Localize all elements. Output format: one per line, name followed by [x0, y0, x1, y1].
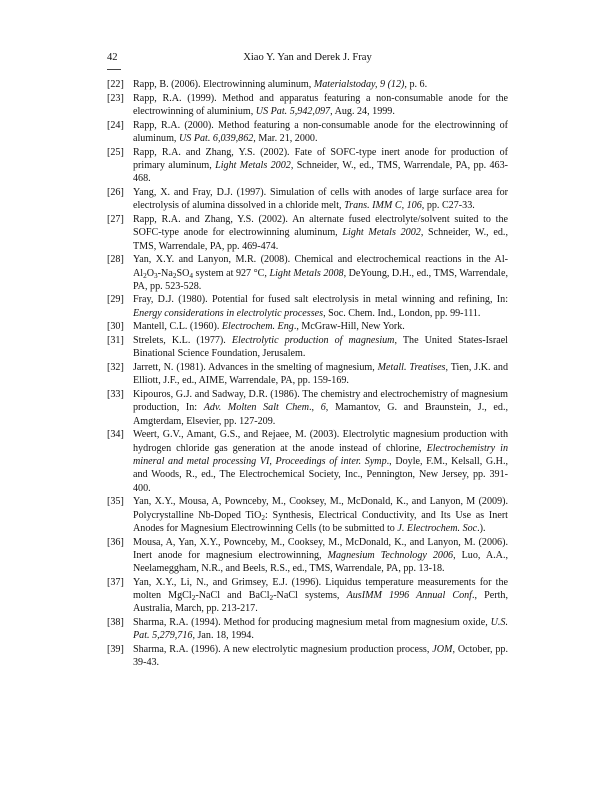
reference-number: [25]	[107, 146, 124, 158]
header-rule	[107, 69, 121, 70]
page-number: 42	[107, 52, 118, 63]
reference-italic-text: US Pat. 6,039,862	[178, 132, 254, 144]
reference-number: [38]	[107, 617, 124, 629]
reference-text-run: ., Perth, Australia, March, pp. 213-217.	[133, 590, 508, 615]
subscript: 4	[189, 271, 193, 280]
reference-text-run: Mousa, A, Yan, X.Y., Pownceby, M., Cooksey, M., McDonald, K., and Lanyon, M. (2006). Inert anode for magnesium electrowinning,	[133, 536, 508, 561]
reference-italic-text: Metall. Treatises	[377, 362, 446, 374]
reference-item	[107, 92, 508, 119]
reference-number: [33]	[107, 389, 124, 401]
reference-text-run: , Soc. Chem. Ind., London, pp. 99-111.	[323, 307, 481, 319]
reference-italic-text: Materialstoday, 9 (12)	[313, 79, 405, 90]
reference-text-run: , The United States-Israel Binational Science Foundation, Jerusalem.	[133, 335, 508, 360]
reference-text	[133, 253, 508, 293]
reference-text-run: Yan, X.Y. and Lanyon, M.R. (2008). Chemical and electrochemical reactions in the Al-Al	[133, 254, 508, 279]
reference-text	[133, 428, 508, 494]
reference-item	[107, 334, 508, 361]
reference-text-run: , October, pp. 39-43.	[133, 644, 508, 669]
reference-text	[133, 388, 508, 428]
reference-item	[107, 616, 508, 643]
reference-text-run: SO	[176, 267, 190, 279]
reference-text-run: Jarrett, N. (1981). Advances in the smelting of magnesium,	[133, 362, 378, 374]
reference-text-run: , Mamantov, G. and Braunstein, J., ed., Amgterdam, Elsevier, pp. 127-209.	[133, 402, 508, 427]
reference-text-run: ., McGraw-Hill, New York.	[293, 321, 405, 333]
reference-text	[133, 186, 508, 213]
reference-text-run: , Mar. 21, 2000.	[253, 132, 318, 144]
reference-italic-text: Light Metals 2008	[269, 267, 344, 279]
reference-text	[133, 293, 508, 320]
reference-item	[107, 536, 508, 576]
reference-number: [23]	[107, 92, 124, 104]
reference-italic-text: Electrochemistry in mineral and metal processing VI, Proceedings of inter. Symp	[133, 442, 509, 467]
reference-item	[107, 119, 508, 146]
reference-italic-text: Adv. Molten Salt Chem	[203, 402, 310, 414]
reference-italic-text: Trans. IMM C, 106	[344, 200, 422, 212]
reference-italic-text: Light Metals 2002	[215, 159, 291, 171]
reference-text	[133, 119, 508, 146]
reference-number: [28]	[107, 254, 124, 266]
reference-text-run: Rapp, B. (2006). Electrowinning aluminum,	[133, 79, 314, 90]
subscript: 2	[172, 271, 177, 280]
reference-item	[107, 361, 508, 388]
reference-italic-text: JOM	[432, 644, 453, 656]
subscript: 2	[143, 271, 147, 280]
reference-item	[107, 186, 508, 213]
reference-item	[107, 78, 508, 91]
reference-text-run: ., Doyle, F.M., Kelsall, G.H., and Woods, R., ed., The Electrochemical Society, Inc., Pennington, New Jersey, pp. 391-400.	[133, 456, 508, 494]
reference-text-run: .).	[477, 522, 486, 534]
reference-text-run: Yan, X.Y., Mousa, A, Pownceby, M., Cooksey, M., McDonald, K., and Lanyon, M (2009). Polycrystalline Nb-Doped TiO	[133, 496, 508, 521]
reference-text-run: , Tien, J.K. and Elliott, J.F., ed., AIME, Warrendale, PA, pp. 159-169.	[133, 362, 508, 387]
reference-text-run: Kipouros, G.J. and Sadway, D.R. (1986). The chemistry and electrochemistry of magnesium production, In:	[133, 389, 508, 414]
reference-item	[107, 293, 508, 320]
reference-number: [30]	[107, 321, 124, 333]
reference-item	[107, 253, 508, 293]
reference-text-run: -NaCl and BaCl	[195, 590, 270, 602]
reference-text-run: -NaCl systems,	[273, 590, 347, 602]
reference-number: [32]	[107, 362, 124, 374]
reference-number: [31]	[107, 335, 124, 347]
reference-text	[133, 536, 508, 576]
reference-text-run: , Schneider, W., ed., TMS, Warrendale, PA, pp. 463-468.	[133, 159, 508, 185]
subscript: 2	[261, 513, 265, 522]
reference-text	[133, 616, 508, 643]
reference-text-run: : Synthesis, Electrical Conductivity, and Its Use as Inert Anodes for Magnesium Electrowinning Cells (to be submitted to	[133, 509, 508, 534]
reference-text-run: Yan, X.Y., Li, N., and Grimsey, E.J. (1996). Liquidus temperature measurements for the molten MgCl	[133, 576, 508, 602]
reference-text	[133, 361, 508, 388]
reference-text	[133, 320, 508, 333]
reference-text-run: Sharma, R.A. (1996). A new electrolytic magnesium production process,	[133, 644, 433, 656]
reference-item	[107, 213, 508, 253]
reference-text-run: Sharma, R.A. (1994). Method for producing magnesium metal from magnesium oxide,	[133, 617, 491, 629]
reference-text-run: Mantell, C.L. (1960).	[133, 321, 222, 333]
reference-italic-text: Light Metals 2002	[342, 227, 421, 239]
reference-number: [34]	[107, 429, 124, 441]
reference-text-run: system at 927 °C,	[193, 267, 270, 279]
reference-number: [36]	[107, 536, 124, 548]
reference-italic-text: Energy considerations in electrolytic processes	[133, 307, 324, 319]
reference-text-run: Rapp, R.A. and Zhang, Y.S. (2002). Fate of SOFC-type inert anode for production of primary aluminum,	[133, 146, 508, 171]
reference-number: [39]	[107, 644, 124, 656]
reference-item	[107, 388, 508, 428]
reference-text-run: -Na	[157, 267, 173, 279]
reference-text	[133, 92, 508, 119]
reference-text	[133, 213, 508, 253]
reference-text-run: Rapp, R.A. and Zhang, Y.S. (2002). An alternate fused electrolyte/solvent suited to the SOFC-type anode for electrowinning aluminum,	[133, 213, 508, 239]
reference-text-run: , Aug. 24, 1999.	[330, 105, 395, 117]
reference-text	[133, 78, 508, 91]
reference-italic-text: US Pat. 5,942,097	[255, 105, 331, 117]
reference-number: [35]	[107, 496, 124, 508]
reference-italic-text: Magnesium Technology 2006	[327, 549, 454, 561]
reference-text-run: , Schneider, W., ed., TMS, Warrendale, PA, pp. 469-474.	[133, 227, 508, 252]
reference-text-run: , DeYoung, D.H., ed., TMS, Warrendale, PA, pp. 523-528.	[133, 267, 508, 292]
reference-text-run: Yang, X. and Fray, D.J. (1997). Simulation of cells with anodes of large surface area for electrolysis of alumina dissolved in a chloride melt,	[133, 186, 508, 212]
reference-number: [29]	[107, 294, 124, 306]
reference-text-run: O	[146, 267, 155, 279]
reference-number: [24]	[107, 119, 124, 131]
reference-italic-text: AusIMM 1996 Annual Conf	[346, 590, 472, 602]
reference-text-run: , Jan. 18, 1994.	[192, 630, 254, 642]
subscript: 3	[154, 271, 158, 280]
reference-italic-text: J. Electrochem. Soc	[397, 522, 478, 534]
reference-text	[133, 643, 508, 670]
reference-text-run: , pp. C27-33.	[421, 200, 475, 212]
reference-text	[133, 495, 508, 535]
running-title: Xiao Y. Yan and Derek J. Fray	[243, 52, 372, 63]
reference-italic-text: 6	[320, 402, 326, 414]
reference-text-run: .,	[309, 402, 321, 414]
reference-item	[107, 320, 508, 333]
reference-item	[107, 428, 508, 494]
reference-item	[107, 495, 508, 535]
reference-item	[107, 643, 508, 670]
reference-text-run: Rapp, R.A. (2000). Method featuring a non-consumable anode for the electrowinning of aluminum,	[133, 119, 508, 144]
reference-number: [27]	[107, 213, 124, 225]
reference-italic-text: Electrolytic production of magnesium	[231, 335, 395, 347]
reference-italic-text: U.S. Pat. 5,279,716	[133, 617, 508, 642]
page-header	[107, 50, 508, 66]
reference-number: [26]	[107, 186, 124, 198]
reference-text	[133, 576, 508, 616]
reference-item	[107, 146, 508, 186]
reference-text-run: Rapp, R.A. (1999). Method and apparatus featuring a non-consumable anode for the electrowinning of aluminium,	[133, 92, 508, 117]
reference-text	[133, 146, 508, 186]
subscript: 2	[269, 593, 274, 602]
reference-text-run: Strelets, K.L. (1977).	[133, 335, 232, 347]
reference-text-run: Fray, D.J. (1980). Potential for fused salt electrolysis in metal winning and refining, In:	[133, 294, 508, 306]
reference-text-run: , Luo, A.A., Neelameggham, N.R., and Beels, R.S., ed., TMS, Warrendale, PA, pp. 13-18.	[133, 549, 508, 575]
reference-list	[107, 78, 508, 670]
subscript: 2	[191, 593, 196, 602]
reference-item	[107, 576, 508, 616]
reference-number: [22]	[107, 79, 124, 90]
reference-italic-text: Electrochem. Eng	[221, 321, 294, 333]
reference-text-run: Weert, G.V., Amant, G.S., and Rejaee, M. (2003). Electrolytic magnesium production with hydrogen chloride gas generation at the anode instead of chlorine,	[133, 429, 508, 454]
reference-text-run: , p. 6.	[404, 79, 428, 90]
reference-number: [37]	[107, 576, 124, 588]
reference-text	[133, 334, 508, 361]
